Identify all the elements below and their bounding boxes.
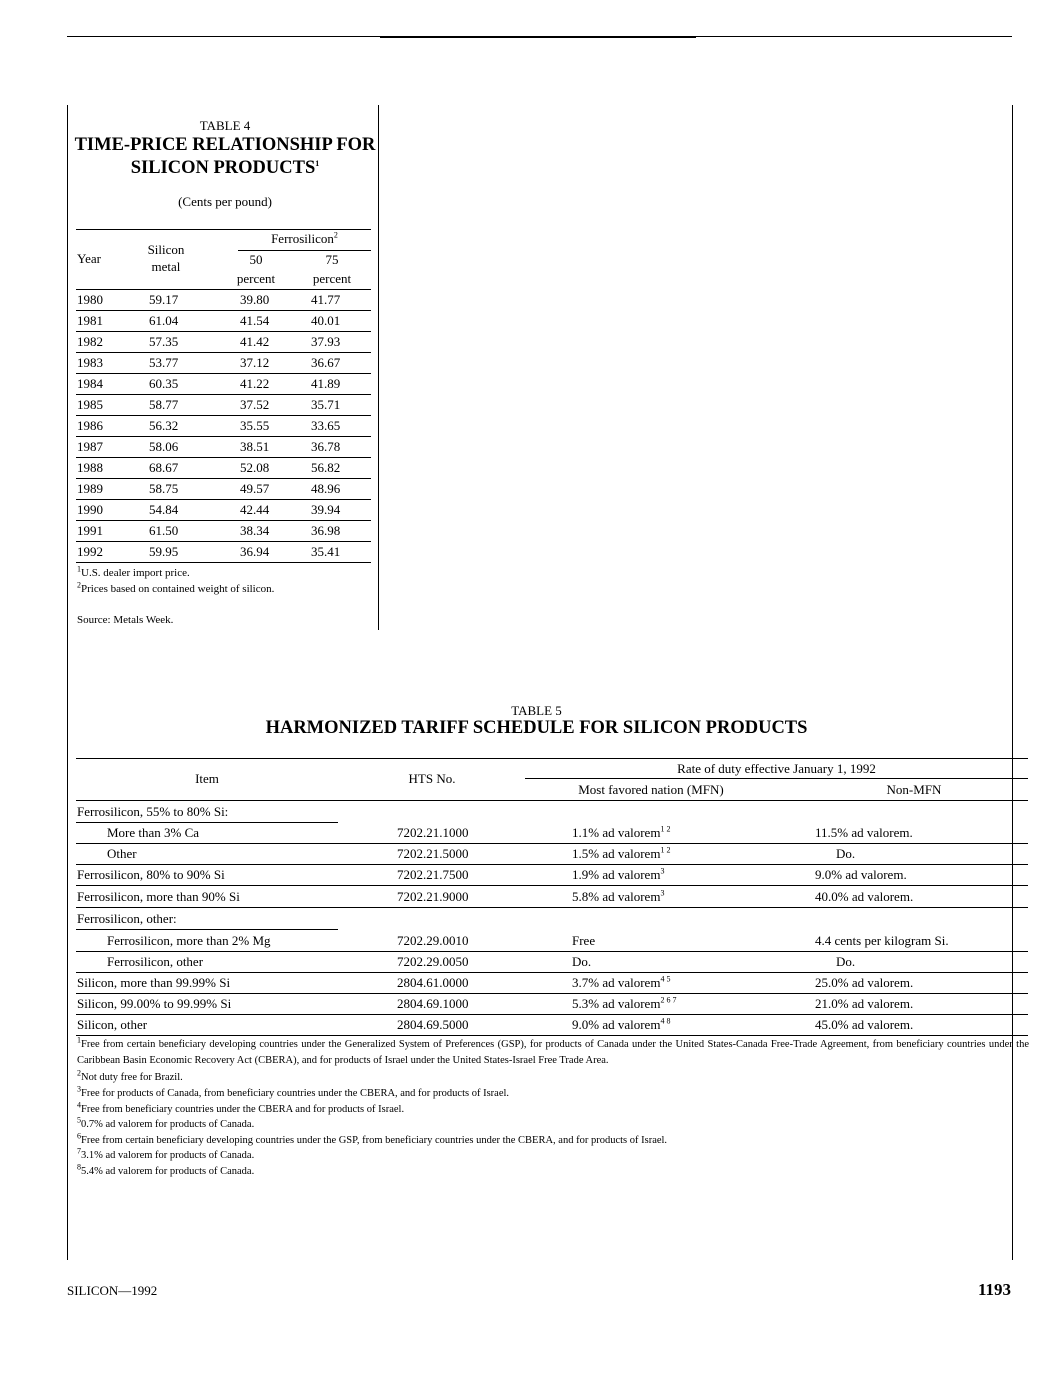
nonmfn-cell: Do.: [836, 846, 856, 861]
table-4-col-75: 75: [325, 252, 339, 267]
table-4-col-ferrosilicon: [238, 231, 371, 247]
top-rule-thick: [380, 36, 696, 38]
silicon-cell: 57.35: [149, 334, 179, 349]
fs75-cell: 36.98: [311, 523, 341, 538]
table-4-ferro-span-rule: [238, 250, 371, 251]
silicon-cell: 58.06: [149, 439, 179, 454]
table-5-col-hts: HTS No.: [408, 771, 456, 786]
item-cell: Silicon, other: [77, 1017, 148, 1032]
table-5-header-top-rule: [76, 758, 1028, 759]
table-4-title-line2-wrap: [70, 157, 380, 180]
silicon-cell: 61.50: [149, 523, 179, 538]
fs50-cell: 41.22: [240, 376, 270, 391]
fs75-cell: 36.67: [311, 355, 341, 370]
mfn-text: 3.7% ad valorem: [572, 975, 661, 990]
mfn-cell: [572, 867, 664, 883]
year-cell: 1988: [77, 460, 103, 475]
table-5-bottom-rule: [76, 1035, 1028, 1036]
mfn-text: 1.1% ad valorem: [572, 825, 661, 840]
silicon-cell: 59.17: [149, 292, 179, 307]
footnote-mark: 7: [77, 1146, 81, 1156]
footnote-text: Free for products of Canada, from beneficiary countries under the CBERA, and for products of Israel.: [81, 1088, 510, 1099]
table-4-source: Source: Metals Week.: [77, 614, 174, 626]
silicon-cell: 58.77: [149, 397, 179, 412]
year-cell: 1984: [77, 376, 103, 391]
nonmfn-cell: 21.0% ad valorem.: [815, 996, 914, 1011]
footnote-mark: 3: [77, 1084, 81, 1094]
mfn-footnote-marks: 4 5: [660, 974, 671, 984]
table-row: [76, 886, 1028, 907]
fs75-cell: 35.71: [311, 397, 341, 412]
table-4-title-line2: SILICON PRODUCTS: [130, 158, 316, 178]
item-cell: More than 3% Ca: [107, 825, 200, 840]
year-cell: 1989: [77, 481, 103, 496]
footnote-text: 5.4% ad valorem for products of Canada.: [81, 1166, 255, 1177]
table-row: [76, 801, 1028, 822]
fs75-cell: 39.94: [311, 502, 341, 517]
table-4-title-line1: TIME-PRICE RELATIONSHIP FOR: [74, 135, 376, 155]
table-4-col-ferrosilicon-mark: 2: [333, 230, 338, 240]
table-row: [76, 479, 371, 500]
item-cell: Ferrosilicon, 55% to 80% Si:: [77, 804, 229, 819]
mfn-footnote-marks: 1 2: [660, 845, 671, 855]
fs75-cell: 48.96: [311, 481, 341, 496]
year-cell: 1987: [77, 439, 103, 454]
year-cell: 1991: [77, 523, 103, 538]
fs50-cell: 49.57: [240, 481, 270, 496]
table-row: [76, 864, 1028, 885]
table-row: [76, 332, 371, 353]
year-cell: 1986: [77, 418, 103, 433]
year-cell: 1992: [77, 544, 103, 559]
table-5-footnote-2: [77, 1070, 1029, 1086]
table-4-title-footnote-mark: 1: [315, 158, 320, 168]
fs50-cell: 38.51: [240, 439, 270, 454]
table-4-caption: TABLE 4: [199, 118, 251, 133]
footnote-text: Prices based on contained weight of silicon.: [81, 583, 275, 595]
mfn-text: 1.5% ad valorem: [572, 846, 661, 861]
table-row: [76, 951, 1028, 972]
year-cell: 1990: [77, 502, 103, 517]
table-5-col-mfn: Most favored nation (MFN): [578, 782, 724, 797]
mfn-footnote-marks: 1 2: [660, 824, 671, 834]
fs75-cell: 41.89: [311, 376, 341, 391]
table-4-col-year: Year: [77, 251, 101, 266]
mfn-text: 5.8% ad valorem: [572, 889, 661, 904]
footnote-mark: 5: [77, 1115, 81, 1125]
table-row: [76, 843, 1028, 864]
table-row: [76, 458, 371, 479]
mfn-text: 1.9% ad valorem: [572, 867, 661, 882]
hts-cell: 2804.69.5000: [397, 1017, 469, 1032]
table-row: [76, 1014, 1028, 1035]
nonmfn-cell: 9.0% ad valorem.: [815, 867, 907, 882]
table-row: [76, 416, 371, 437]
table-4-col-silicon-line2: metal: [151, 259, 181, 274]
mfn-cell: [572, 889, 664, 905]
table-4-col-ferrosilicon-label: Ferrosilicon: [271, 231, 334, 246]
table-5-col-nonmfn: Non-MFN: [886, 782, 942, 797]
mfn-cell: [572, 825, 670, 841]
table-4-footnote-2: [77, 580, 275, 595]
fs75-cell: 41.77: [311, 292, 341, 307]
hts-cell: 7202.21.9000: [397, 889, 469, 904]
fs50-cell: 52.08: [240, 460, 270, 475]
table-4-title: [70, 134, 380, 180]
hts-cell: 2804.61.0000: [397, 975, 469, 990]
table-row: [76, 822, 1028, 843]
table-4-col-50-unit: percent: [236, 271, 276, 286]
fs50-cell: 42.44: [240, 502, 270, 517]
mfn-cell: [572, 846, 670, 862]
table-5-footnote-1: [77, 1037, 1029, 1069]
fs75-cell: 40.01: [311, 313, 341, 328]
running-footer: SILICON—1992: [67, 1283, 158, 1298]
mfn-cell: [572, 933, 595, 949]
footnote-mark: 1: [77, 1035, 81, 1045]
fs75-cell: 56.82: [311, 460, 341, 475]
item-cell: Ferrosilicon, more than 2% Mg: [107, 933, 271, 948]
hts-cell: 7202.29.0010: [397, 933, 469, 948]
mfn-footnote-marks: 4 8: [660, 1016, 671, 1026]
table-5-col-item: Item: [195, 771, 219, 786]
table-4-col-silicon-line1: Silicon: [147, 242, 185, 257]
footnote-text: 3.1% ad valorem for products of Canada.: [81, 1150, 255, 1161]
year-cell: 1981: [77, 313, 103, 328]
table-5-col-rate: Rate of duty effective January 1, 1992: [677, 761, 876, 776]
item-cell: Ferrosilicon, more than 90% Si: [77, 889, 240, 904]
item-cell: Silicon, 99.00% to 99.99% Si: [77, 996, 232, 1011]
table-5-footnote-6: [77, 1133, 1029, 1149]
table-5-caption: TABLE 5: [511, 703, 562, 718]
column-divider-rule: [378, 105, 379, 630]
table-row: [76, 353, 371, 374]
mfn-text: 9.0% ad valorem: [572, 1017, 661, 1032]
footnote-mark: 2: [77, 1068, 81, 1078]
silicon-cell: 54.84: [149, 502, 179, 517]
left-margin-rule: [67, 105, 68, 1260]
table-4-header-top-rule: [76, 229, 371, 230]
mfn-cell: [572, 954, 591, 970]
item-cell: Ferrosilicon, 80% to 90% Si: [77, 867, 225, 882]
nonmfn-cell: Do.: [836, 954, 856, 969]
fs75-cell: 35.41: [311, 544, 341, 559]
year-cell: 1985: [77, 397, 103, 412]
page-number: 1193: [977, 1280, 1011, 1299]
item-cell: Other: [107, 846, 137, 861]
nonmfn-cell: 45.0% ad valorem.: [815, 1017, 914, 1032]
fs50-cell: 35.55: [240, 418, 270, 433]
item-cell: Ferrosilicon, other:: [77, 911, 177, 926]
hts-cell: 7202.21.1000: [397, 825, 469, 840]
table-4-col-50: 50: [249, 252, 263, 267]
table-5-footnote-7: [77, 1148, 1029, 1164]
table-row: [76, 374, 371, 395]
year-cell: 1983: [77, 355, 103, 370]
year-cell: 1980: [77, 292, 103, 307]
footnote-text: Not duty free for Brazil.: [81, 1072, 183, 1083]
table-row: [76, 993, 1028, 1014]
hts-cell: 7202.21.5000: [397, 846, 469, 861]
fs75-cell: 33.65: [311, 418, 341, 433]
mfn-cell: [572, 1017, 670, 1033]
mfn-cell: [572, 996, 676, 1012]
table-5-footnote-5: [77, 1117, 1029, 1133]
nonmfn-cell: 25.0% ad valorem.: [815, 975, 914, 990]
table-row: [76, 437, 371, 458]
fs50-cell: 37.12: [240, 355, 270, 370]
table-row: [76, 290, 371, 311]
table-row: [76, 311, 371, 332]
mfn-footnote-marks: 3: [660, 866, 665, 876]
silicon-cell: 58.75: [149, 481, 179, 496]
footnote-text: 0.7% ad valorem for products of Canada.: [81, 1119, 255, 1130]
item-cell: Silicon, more than 99.99% Si: [77, 975, 231, 990]
silicon-cell: 60.35: [149, 376, 179, 391]
fs50-cell: 41.54: [240, 313, 270, 328]
mfn-footnote-marks: 3: [660, 888, 665, 898]
row-rule: [76, 562, 371, 563]
mfn-footnote-marks: 2 6 7: [660, 995, 677, 1005]
fs50-cell: 38.34: [240, 523, 270, 538]
table-5-footnote-4: [77, 1102, 1029, 1118]
table-row: [76, 542, 371, 563]
table-4-col-75-unit: percent: [312, 271, 352, 286]
footnote-text: Free from beneficiary countries under the CBERA and for products of Israel.: [81, 1104, 405, 1115]
table-row: [76, 972, 1028, 993]
nonmfn-cell: 4.4 cents per kilogram Si.: [815, 933, 949, 948]
silicon-cell: 53.77: [149, 355, 179, 370]
silicon-cell: 68.67: [149, 460, 179, 475]
item-cell: Ferrosilicon, other: [107, 954, 204, 969]
footnote-mark: 2: [77, 580, 81, 590]
fs50-cell: 36.94: [240, 544, 270, 559]
table-row: [76, 500, 371, 521]
mfn-cell: [572, 975, 670, 991]
fs75-cell: 36.78: [311, 439, 341, 454]
nonmfn-cell: 40.0% ad valorem.: [815, 889, 914, 904]
nonmfn-cell: 11.5% ad valorem.: [815, 825, 913, 840]
footnote-mark: 1: [77, 564, 81, 574]
footnote-mark: 4: [77, 1100, 81, 1110]
table-row: [76, 908, 1028, 929]
table-5-rate-span-rule: [525, 778, 1028, 779]
hts-cell: 7202.21.7500: [397, 867, 469, 882]
table-5-title: HARMONIZED TARIFF SCHEDULE FOR SILICON PRODUCTS: [265, 718, 808, 738]
footnote-text: U.S. dealer import price.: [81, 567, 190, 579]
fs50-cell: 39.80: [240, 292, 270, 307]
silicon-cell: 56.32: [149, 418, 179, 433]
table-row: [76, 521, 371, 542]
table-4-units: (Cents per pound): [178, 194, 272, 209]
hts-cell: 2804.69.1000: [397, 996, 469, 1011]
mfn-text: Free: [572, 933, 596, 948]
fs50-cell: 37.52: [240, 397, 270, 412]
table-4-footnote-1: [77, 564, 190, 579]
footnote-mark: 8: [77, 1162, 81, 1172]
fs75-cell: 37.93: [311, 334, 341, 349]
mfn-text: Do.: [572, 954, 592, 969]
mfn-text: 5.3% ad valorem: [572, 996, 661, 1011]
footnote-text: Free from certain beneficiary developing countries under the Generalized System of Preferences (GSP), for products of Canada under the United States-Canada Free-Trade Agreement, from beneficiary countries under the Caribbean Basin Economic Recovery Act (CBERA), and for products of Israel under the United States-Israel Free Trade Area.: [77, 1039, 1029, 1066]
year-cell: 1982: [77, 334, 103, 349]
footnote-text: Free from certain beneficiary developing countries under the GSP, from beneficiary countries under the CBERA, and for products of Israel.: [81, 1135, 668, 1146]
silicon-cell: 61.04: [149, 313, 179, 328]
table-row: [76, 930, 1028, 951]
table-5-footnote-3: [77, 1086, 1029, 1102]
table-row: [76, 395, 371, 416]
footnote-mark: 6: [77, 1131, 81, 1141]
silicon-cell: 59.95: [149, 544, 179, 559]
table-5-footnote-8: [77, 1164, 1029, 1180]
fs50-cell: 41.42: [240, 334, 270, 349]
hts-cell: 7202.29.0050: [397, 954, 469, 969]
